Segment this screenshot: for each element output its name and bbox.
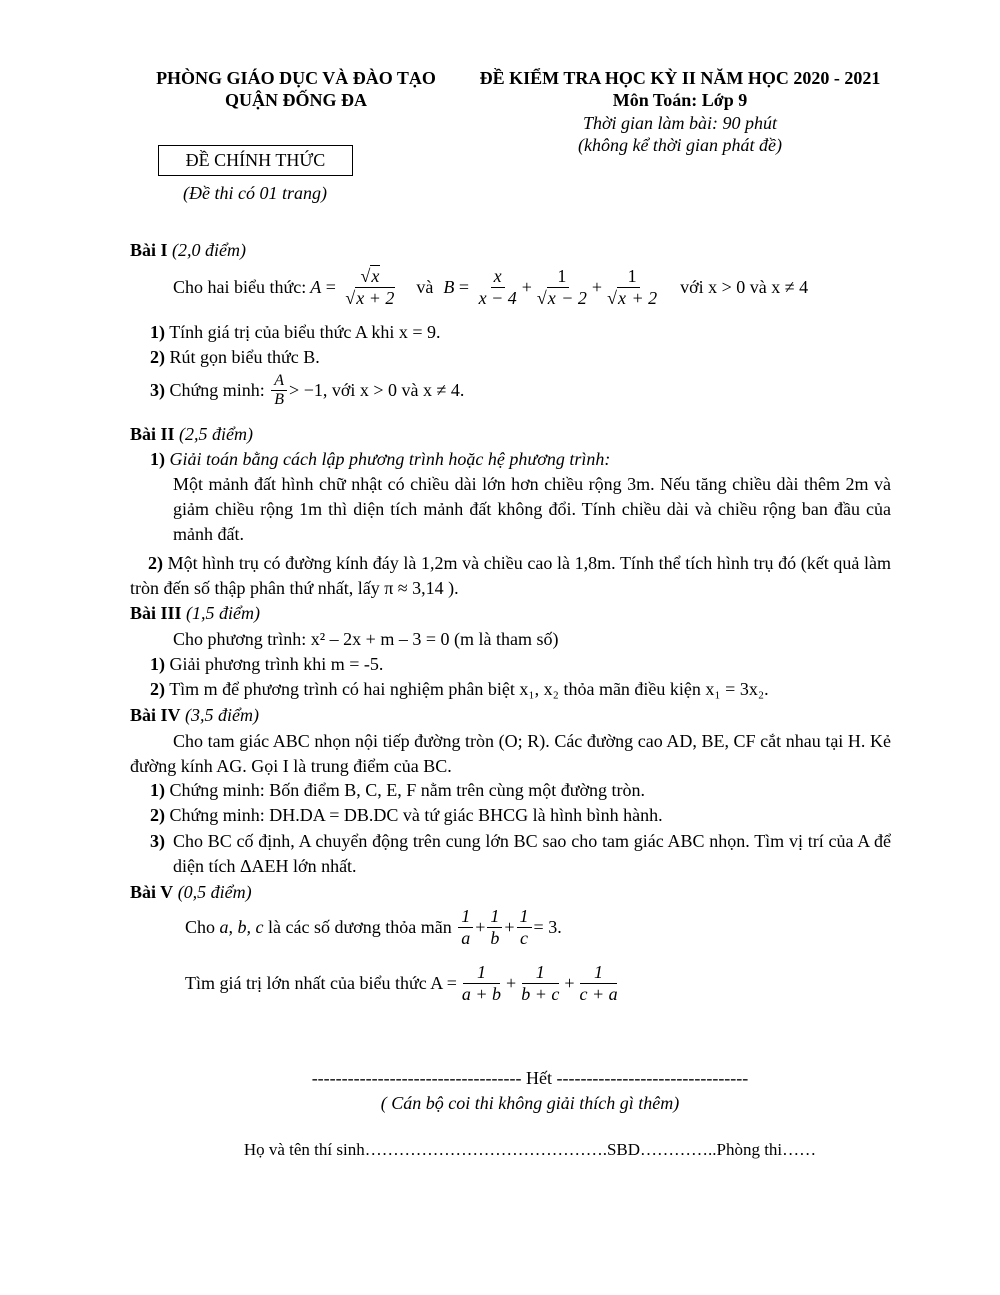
q-number: 2): [150, 679, 165, 699]
q-number: 1): [150, 780, 165, 800]
formula-a: $\frac{√x}{√x + 2}$: [345, 266, 395, 308]
section-4-question-1: [150, 780, 645, 801]
section-2-question-1-head: [150, 449, 610, 470]
section-4-question-2: [150, 805, 663, 826]
section-1-question-1: [150, 322, 441, 343]
q-text: = 3.: [533, 916, 562, 937]
q-number: 2): [148, 553, 163, 573]
section-5-line-2: Tìm giá trị lớn nhất của biểu thức A = $\frac{1}{a + b}$ + $\frac{1}{b + c}$ + $\frac{1}{c + a}$: [185, 962, 623, 1004]
section-3-equation: Cho phương trình: x² – 2x + m – 3 = 0 (m là tham số): [173, 629, 559, 649]
q-text: Chứng minh: Bốn điểm B, C, E, F nằm trên cùng một đường tròn.: [169, 780, 646, 800]
q-text: Giải phương trình khi m = -5.: [169, 654, 384, 674]
q-number: 1): [150, 449, 165, 469]
formula-b-term3: $\frac{1}{√x + 2}$: [607, 266, 658, 308]
section-2-title: Bài II: [130, 424, 175, 444]
section-1-points: (2,0 điểm): [172, 240, 246, 260]
section-5-line-1: Cho a, b, c là các số dương thỏa mãn $\frac{1}{a}$ + $\frac{1}{b}$ + $\frac{1}{c}$ = 3.: [185, 906, 562, 948]
q-text: > −1, với x > 0 và x ≠ 4.: [289, 380, 465, 401]
department-name: PHÒNG GIÁO DỤC VÀ ĐÀO TẠO: [156, 68, 436, 88]
section-1-question-3: [150, 372, 464, 410]
section-2-question-2: [130, 551, 891, 601]
section-5-title: Bài V: [130, 882, 174, 902]
q-text: Một hình trụ có đường kính đáy là 1,2m và chiều cao là 1,8m. Tính thể tích hình trụ đó (kết quả làm tròn đến số thập phân thứ nhất, lấy π ≈ 3,14 ).: [130, 553, 891, 598]
q-number: 1): [150, 654, 165, 674]
q-number: 3): [150, 831, 165, 851]
section-2-heading: [130, 424, 253, 445]
section-4-heading: [130, 705, 259, 726]
q-number: 2): [150, 347, 165, 367]
section-1-question-2: [150, 347, 320, 368]
candidate-info-line: Họ và tên thí sinh…………………………………….SBD…………..Phòng thi……: [243, 1140, 817, 1159]
subject-line: Môn Toán: Lớp 9: [612, 90, 748, 110]
q-text: Rút gọn biểu thức B.: [169, 347, 320, 367]
section-2-question-1-text: Một mảnh đất hình chữ nhật có chiều dài lớn hơn chiều rộng 3m. Nếu tăng chiều dài thêm 2m và giảm chiều rộng 1m thì diện tích mảnh đất không đổi. Tính chiều dài và chiều rộng ban đầu của mảnh đất.: [173, 474, 891, 544]
q-text: Tính giá trị của biểu thức A khi x = 9.: [169, 322, 441, 342]
end-line: ----------------------------------- Hết --------------------------------: [311, 1068, 749, 1088]
formula-a-over-b: $\frac{A}{B}$: [271, 372, 287, 410]
section-3-title: Bài III: [130, 603, 182, 623]
section-4-title: Bài IV: [130, 705, 181, 725]
section-5-heading: [130, 882, 252, 903]
q-number: 1): [150, 322, 165, 342]
q-text: là các số dương thỏa mãn: [268, 916, 452, 937]
section-3-question-1: [150, 654, 383, 675]
formula-1-over-c-plus-a: $\frac{1}{c + a}$: [579, 962, 618, 1004]
section-5-points: (0,5 điểm): [177, 882, 252, 902]
formula-1-over-b: $\frac{1}{b}$: [487, 906, 502, 948]
section-1-title: Bài I: [130, 240, 168, 260]
formula-1-over-a: $\frac{1}{a}$: [458, 906, 473, 948]
q-number: 3): [150, 380, 165, 401]
section-3-points: (1,5 điểm): [186, 603, 261, 623]
formula-1-over-a-plus-b: $\frac{1}{a + b}$: [461, 962, 502, 1004]
time-line: Thời gian làm bài: 90 phút: [582, 113, 778, 133]
q-text: Tìm giá trị lớn nhất của biểu thức A =: [185, 972, 457, 993]
time-note: (không kể thời gian phát đề): [577, 135, 783, 155]
district-name: QUẬN ĐỐNG ĐA: [225, 90, 367, 110]
section-2-points: (2,5 điểm): [179, 424, 254, 444]
and-word: và: [416, 276, 434, 297]
formula-b-term1: $\frac{x}{x - 4}$: [478, 266, 517, 308]
pages-note: (Đề thi có 01 trang): [183, 183, 327, 203]
section-1-expressions: Cho hai biểu thức: A = $\frac{√x}{√x + 2}$ và B = $\frac{x}{x - 4}$ + $\frac{1}{√x - 2}$ + $\frac{1}{√x + 2}$ với x > 0 và x ≠ 4: [173, 266, 809, 308]
section-4-points: (3,5 điểm): [185, 705, 259, 725]
section-1-condition: với x > 0 và x ≠ 4: [680, 276, 809, 297]
official-exam-box: ĐỀ CHÍNH THỨC: [158, 145, 353, 176]
q-text: Cho BC cố định, A chuyển động trên cung lớn BC sao cho tam giác ABC nhọn. Tìm vị trí của A để diện tích ΔAEH lớn nhất.: [173, 831, 891, 876]
formula-1-over-b-plus-c: $\frac{1}{b + c}$: [521, 962, 560, 1004]
proctor-note: ( Cán bộ coi thi không giải thích gì thêm): [380, 1093, 680, 1113]
section-4-intro: Cho tam giác ABC nhọn nội tiếp đường tròn (O; R). Các đường cao AD, BE, CF cắt nhau tại H. Kẻ đường kính AG. Gọi I là trung điểm của BC.: [130, 731, 891, 776]
section-1-heading: [130, 240, 246, 261]
section-4-question-3: [150, 829, 891, 879]
q-text: Chứng minh: DH.DA = DB.DC và tứ giác BHCG là hình bình hành.: [169, 805, 663, 825]
exam-title: ĐỀ KIỂM TRA HỌC KỲ II NĂM HỌC 2020 - 2021: [479, 68, 881, 88]
formula-1-over-c: $\frac{1}{c}$: [517, 906, 532, 948]
section-1-intro: Cho hai biểu thức:: [173, 276, 307, 297]
q-text: Chứng minh:: [169, 380, 265, 401]
q-text: Tìm m để phương trình có hai nghiệm phân biệt x₁, x₂ thỏa mãn điều kiện x₁ = 3x₂.: [169, 679, 769, 699]
formula-b-term2: $\frac{1}{√x - 2}$: [536, 266, 587, 308]
q-text: Cho: [185, 916, 216, 937]
section-3-heading: [130, 603, 260, 624]
q-number: 2): [150, 805, 165, 825]
section-3-question-2: [150, 679, 769, 700]
variables: a, b, c: [219, 916, 264, 937]
q-text: Giải toán bằng cách lập phương trình hoặc hệ phương trình:: [169, 449, 611, 469]
